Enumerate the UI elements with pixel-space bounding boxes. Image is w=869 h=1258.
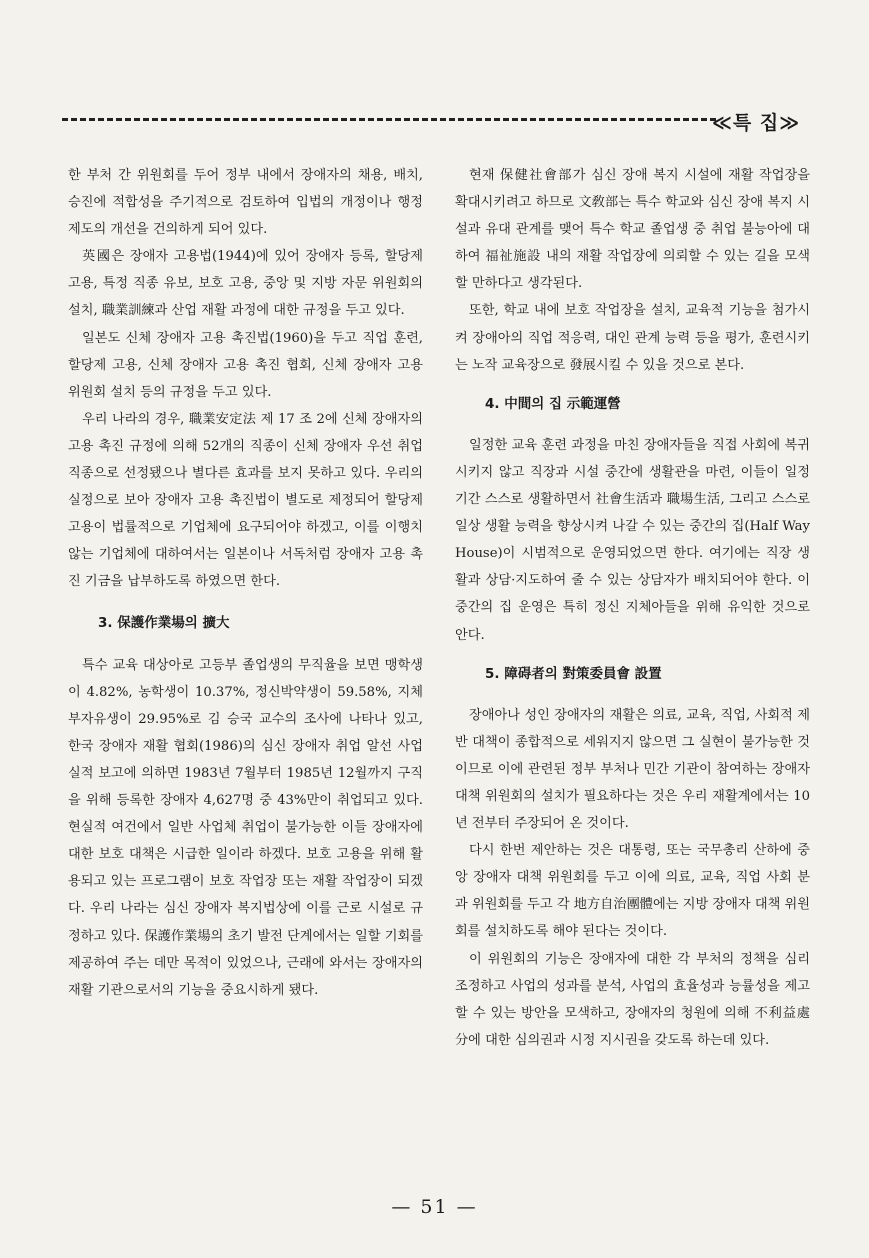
paragraph: 英國은 장애자 고용법(1944)에 있어 장애자 등록, 할당제 고용, 특정 직종 유보, 보호 고용, 중앙 및 지방 자문 위원회의 설치, 職業訓練과 산업 재활 과정에 대한 규정을 두고 있다.: [68, 249, 423, 319]
section-heading-5: 5. 障碍者의 對策委員會 設置: [485, 665, 662, 682]
right-column: [455, 162, 810, 1054]
header-rule: [62, 118, 716, 121]
paragraph: 일본도 신체 장애자 고용 촉진법(1960)을 두고 직업 훈련, 할당제 고용, 신체 장애자 고용 촉진 협회, 신체 장애자 고용 위원회 설치 등의 규정을 두고 있다.: [68, 330, 423, 400]
paragraph: 특수 교육 대상아로 고등부 졸업생의 무직율을 보면 맹학생이 4.82%, 농학생이 10.37%, 정신박약생이 59.58%, 지체 부자유생이 29.95%로 김 승국 교수의 조사에 나타나 있고, 한국 장애자 재활 협회(1986)의 심신 장애자 취업 알선 사업 실적 보고에 의하면 1983년 7월부터 1985년 12월까지 구직을 위해 등록한 장애자 4,627명 중 43%만이 취업되고 있다. 현실적 여건에서 일반 사업체 취업이 불가능한 이들 장애자에 대한 보호 대책은 시급한 일이라 하겠다. 보호 고용을 위해 활용되고 있는 프로그램이 보호 작업장 또는 재활 작업장이 되겠다. 우리 나라는 심신 장애자 복지법상에 이를 근로 시설로 규정하고 있다. 保護作業場의 초기 발전 단계에서는 일할 기회를 제공하여 주는 데만 목적이 있었으나, 근래에 와서는 장애자의 재활 기관으로서의 기능을 중요시하게 됐다.: [68, 657, 423, 998]
page-number: — 51 —: [391, 1196, 478, 1218]
paragraph: 일정한 교육 훈련 과정을 마친 장애자들을 직접 사회에 복귀시키지 않고 직장과 시설 중간에 생활관을 마련, 이들이 일정 기간 스스로 생활하면서 社會生活과 職場生活, 그리고 스스로 일상 생활 능력을 향상시켜 나갈 수 있는 중간의 집(Half Way House)이 시범적으로 운영되었으면 한다. 여기에는 직장 생활과 상담·지도하여 줄 수 있는 상담자가 배치되어야 한다. 이 중간의 집 운영은 특히 정신 지체아들을 위해 유익한 것으로 안다.: [455, 437, 810, 643]
paragraph: 장애아나 성인 장애자의 재활은 의료, 교육, 직업, 사회적 제반 대책이 종합적으로 세워지지 않으면 그 실현이 불가능한 것이므로 이에 관련된 정부 부처나 민간 기관이 참여하는 장애자 대책 위원회의 설치가 필요하다는 것은 우리 재활계에서는 10년 전부터 주장되어 온 것이다.: [455, 707, 810, 832]
section-header-label: ≪특 집≫: [712, 112, 801, 134]
paragraph: 우리 나라의 경우, 職業安定法 제 17 조 2에 신체 장애자의 고용 촉진 규정에 의해 52개의 직종이 신체 장애자 우선 취업 직종으로 선정됐으나 별다른 효과를 보지 못하고 있다. 우리의 실정으로 보아 장애자 고용 촉진법이 별도로 제정되어 할당제 고용이 법률적으로 기업체에 요구되어야 하겠고, 이를 이행치 않는 기업체에 대하여서는 일본이나 서독처럼 장애자 고용 촉진 기금을 납부하도록 하였으면 한다.: [68, 411, 423, 590]
section-heading-3: 3. 保護作業場의 擴大: [98, 614, 230, 631]
paragraph: 다시 한번 제안하는 것은 대통령, 또는 국무총리 산하에 중앙 장애자 대책 위원회를 두고 이에 의료, 교육, 직업 사회 분과 위원회를 두고 각 地方自治團體에는 지방 장애자 대책 위원회를 설치하도록 해야 된다는 것이다.: [455, 843, 810, 940]
paragraph: 현재 保健社會部가 심신 장애 복지 시설에 재활 작업장을 확대시키려고 하므로 文敎部는 특수 학교와 심신 장애 복지 시설과 유대 관계를 맺어 특수 학교 졸업생 중 취업 불능아에 대하여 福祉施設 내의 재활 작업장에 의뢰할 수 있는 길을 모색할 만하다고 생각된다.: [455, 168, 810, 292]
paragraph: 한 부처 간 위원회를 두어 정부 내에서 장애자의 채용, 배치, 승진에 적합성을 주기적으로 검토하여 입법의 개정이나 행정 제도의 개선을 건의하게 되어 있다.: [68, 168, 423, 238]
left-column: [68, 162, 423, 1004]
section-heading-4: 4. 中間의 집 示範運營: [485, 395, 621, 412]
paragraph: 또한, 학교 내에 보호 작업장을 설치, 교육적 기능을 첨가시켜 장애아의 직업 적응력, 대인 관계 능력 등을 평가, 훈련시키는 노작 교육장으로 發展시킬 수 있을 것으로 본다.: [455, 303, 810, 373]
paragraph: 이 위원회의 기능은 장애자에 대한 각 부처의 정책을 심리 조정하고 사업의 성과를 분석, 사업의 효율성과 능률성을 제고할 수 있는 방안을 모색하고, 장애자의 청원에 의해 不利益處分에 대한 심의권과 시정 지시권을 갖도록 하는데 있다.: [455, 951, 810, 1048]
